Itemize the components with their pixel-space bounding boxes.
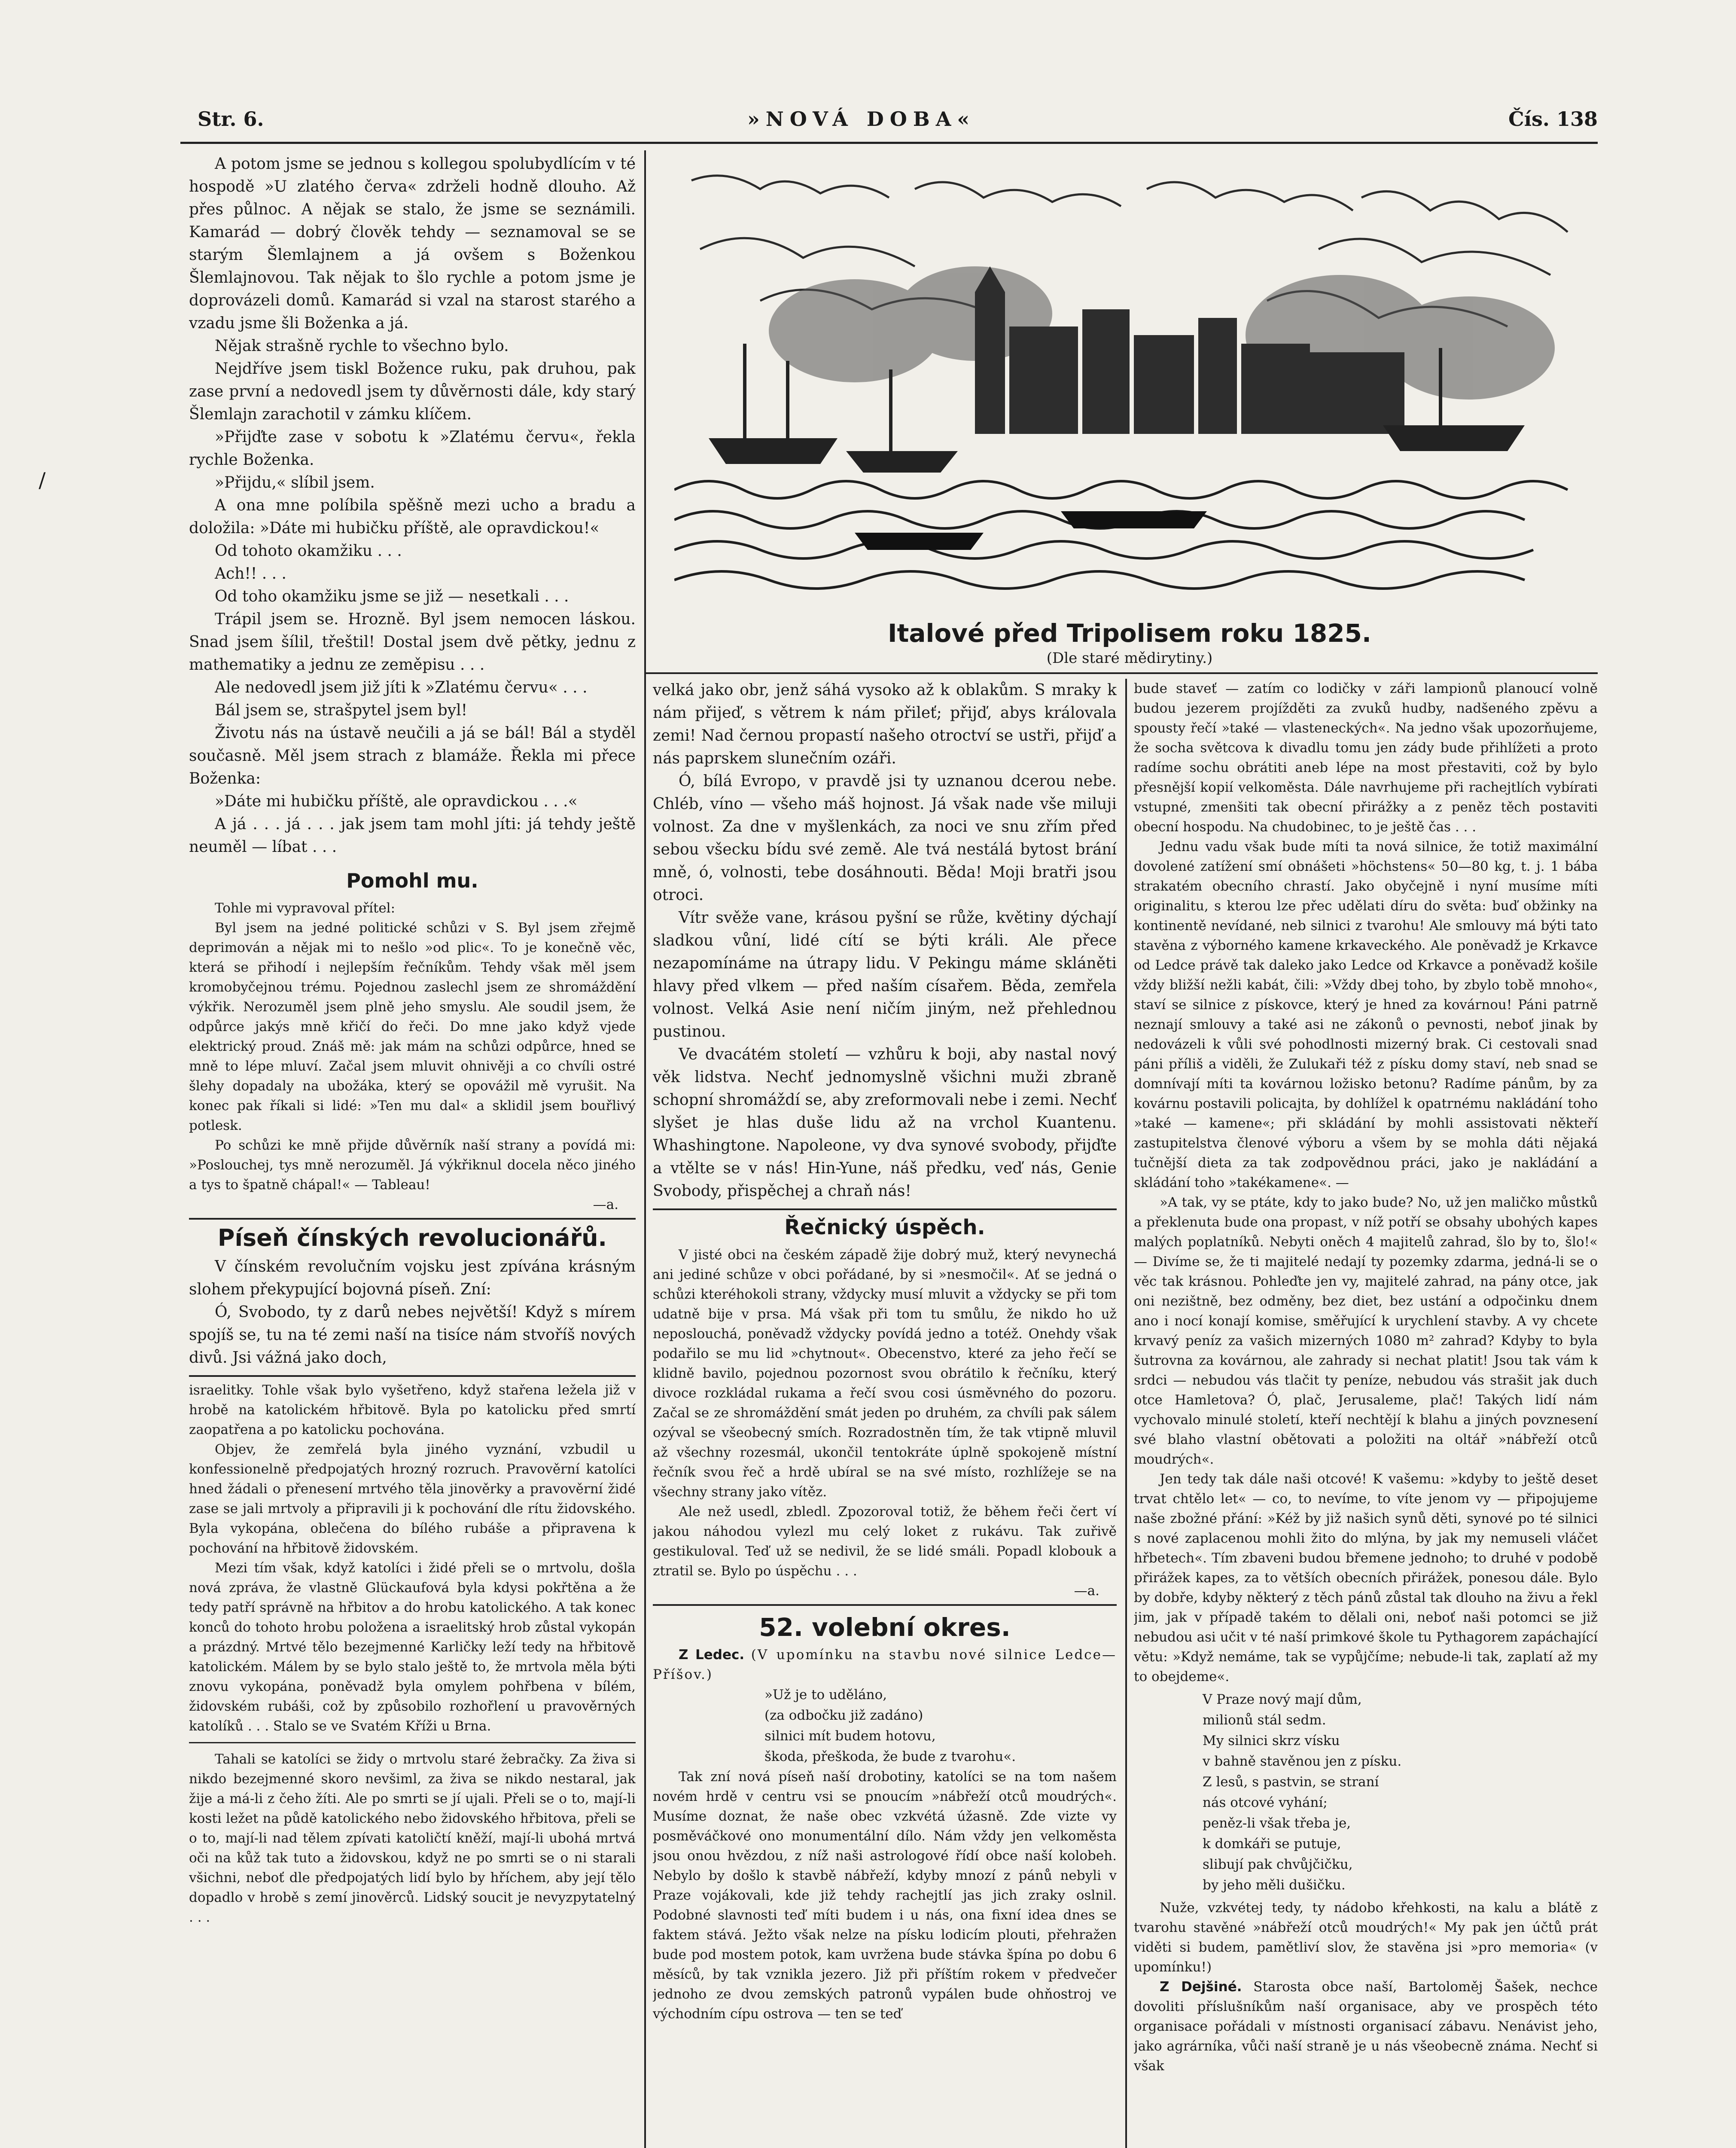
page-number: Str. 6. — [198, 107, 264, 131]
recnicky-heading: Řečnický úspěch. — [784, 1215, 985, 1239]
section-rule — [189, 1742, 636, 1743]
section-rule — [653, 1604, 1117, 1606]
story-paragraph: Ale nedovedl jsem již jíti k »Zlatému červu« . . . — [215, 679, 588, 696]
ledec-lead-rest: (V upomínku na stavbu nové silnice Ledce—Příšov.) — [653, 1647, 1117, 1682]
article-paragraph: Tohle mi vypravoval přítel: — [215, 900, 396, 916]
story-paragraph: Od tohoto okamžiku . . . — [215, 542, 402, 560]
ledec-lead: Z Ledec. — [679, 1647, 745, 1663]
article-paragraph: Ó, Svobodo, ty z darů nebes největší! Když s mírem spojíš se, tu na té zemi naší na tisíce nám stvoříš nových divů. Jsi vážná jako doch, — [189, 1303, 636, 1367]
pisen-heading: Píseň čínských revolucionářů. — [217, 1224, 607, 1251]
ledec-poem-line: »Už je to uděláno, — [764, 1687, 887, 1703]
story-paragraph: A potom jsme se jednou s kollegou spolubydlícím v té hospodě »U zlatého červa« zdrželi hodně dlouho. Až přes půlnoc. A nějak se stalo, že jsme se seznámili. Kamarád — dobrý člověk tehdy — seznamoval se se starým Šlemlajnem a já ovšem s Boženkou Šlemlajnovou. Tak nějak to šlo rychle a potom jsme je doprovázeli domů. Kamarád si vzal na starost starého a vzadu jsme šli Boženka a já. — [189, 155, 636, 332]
story-paragraph: Bál jsem se, strašpytel jsem byl! — [215, 702, 468, 719]
article-paragraph: israelitky. Tohle však bylo vyšetřeno, když stařena ležela již v hrobě na katolickém hřbitově. Byla po katolicku před smrtí zaopatřena a po katolicku pochována. — [189, 1382, 636, 1437]
volebni-article — [653, 1645, 1117, 2024]
section-rule — [189, 1375, 636, 1377]
article-paragraph: Ale než usedl, zbledl. Zpozoroval totiž, že během řeči čert ví jakou náhodou vylezl mu celý loket z rukávu. Tak zuřivě gestikuloval. Teď už se nedivil, že se lidé smáli. Popadl klobouk a ztratil se. Bylo po úspěchu . . . — [653, 1504, 1117, 1579]
illustration-credit: (Dle staré mědirytiny.) — [1046, 650, 1213, 667]
middle-column — [653, 679, 1117, 2148]
story-paragraph: »Přijďte zase v sobotu k »Zlatému červu«, řekla rychle Boženka. — [189, 428, 636, 469]
article-signature: —a. — [1074, 1583, 1099, 1599]
ledec-poem-line: silnici mít budem hotovu, — [764, 1728, 936, 1744]
story-paragraph: Od toho okamžiku jsme se již — nesetkali . . . — [215, 588, 569, 605]
poem-line: V Praze nový mají dům, — [1203, 1692, 1362, 1707]
poem-line: v bahně stavěnou jen z písku. — [1203, 1754, 1402, 1769]
story-paragraph: Životu nás na ústavě neučili a já se bál! Bál a styděl současně. Měl jsem strach z blamáže. Řekla mi přece Boženka: — [189, 724, 636, 787]
story-paragraph: Nejdříve jsem tiskl Božence ruku, pak druhou, pak zase první a nedovedl jsem ty důvěrnosti dále, kdy starý Šlemlajn zarachotil v zámku klíčem. — [189, 360, 636, 423]
article-paragraph: V jisté obci na českém západě žije dobrý muž, který nevynechá ani jediné schůze v obci pořádané, by si »nesmočil«. Ať se jedná o schůzi kteréhokoli strany, vždycky musí mluvit a vždycky se při tom udatně bije v prsa. Má však při tom tu smůlu, že nikdo ho už neposlouchá, poněvadž vždycky povídá jedno a totéž. Onehdy však podařilo se mu lid »chytnout«. Obecenstvo, které za jeho řečí se klidně bavilo, pojednou pozornost svou obrátilo k řečníku, který divoce rozkládal rukama a řečí svou cosi úsměvného do pozoru. Začal se ze shromáždění smát jeden po druhém, za chvíli pak sálem ozýval se všeobecný smích. Rozradostněn tím, že tak vtipně mluvil až všechny rozesmál, ukončil tentokráte úplně spokojeně místní řečník svou řeč a hrdě ubíral se na své místo, rozhlížeje se na všechny strany jako vítěz. — [653, 1247, 1117, 1500]
column-divider-left — [644, 150, 646, 2148]
article-paragraph: Tahali se katolíci se židy o mrtvolu staré žebračky. Za živa si nikdo bezejmenné skoro nevšiml, za živa se nikdo nestaral, jak žije a má-li z čeho žíti. Ale po smrti se jí ujali. Přeli se o to, mají-li kosti ležet na půdě katolického nebo židovského hřbitova, přeli se o to, mají-li nad tělem zpívati katoličtí kněží, mají-li ubohá mrtvá oči na kůž tak tuto a židovskou, když ne po smrti se o ni starali všichni, neboť dle předpojatých lidí bylo by hříchem, aby její tělo dopadlo v hrobě s zemí jinověrců. Lidský soucit je nevyzpytatelný . . . — [189, 1751, 636, 1925]
article-paragraph: Po schůzi ke mně přijde důvěrník naší strany a povídá mi: »Poslouchej, tys mně nerozuměl. Já výkřiknul docela něco jiného a tys to špatně chápal!« — Tableau! — [189, 1138, 636, 1193]
pomohl-article — [189, 898, 636, 1214]
article-paragraph: bude staveť — zatím co lodičky v záři lampionů planoucí volně budou jezerem projížděti za zvuků hudby, nadšeného zpěvu a spousty řečí »také — vlasteneckých«. Na jedno však upozorňujeme, že socha světcova k divadlu tomu jen zády bude přihlížeti a proto radíme sochu obrátiti aneb lépe na most přestaviti, což by bylo přesnější kopií velkoměsta. Dále navrhujeme při rachejtlích vybírati vstupné, zmenšiti tak obecní přirážky a z peněz těch postaviti obecní hospodu. Na chudobinec, to je ještě čas . . . — [1134, 681, 1598, 835]
article-paragraph: »A tak, vy se ptáte, kdy to jako bude? No, už jen maličko můstků a překlenuta bude ona propast, v níž potří se obsahy ubohých kapes malých poplatníků. Nebyti oněch 4 majitelů zahrad, šlo by to, šlo!« — Divíme se, že ti majitelé nedají ty pozemky zdarma, jedná-li se o věc tak krásnou. Pohleďte jen vy, majitelé zahrad, na pány otce, jak oni nezištně, bez odměny, bez diet, bez ustání a odpočinku dnem ano i nocí konají komise, směřující k urychlení stavby. A vy chcete krvavý peníz za vašich mizerných 1080 m² zahrad? Kdyby to byla šutrovna za kovárnou, ale zahrady si nechat platit! Jsou tak vám k srdci — nebudou vás tlačit ty peníze, nebudou vás strašit jak duch otce Hamletova? Ó, plač, Jerusaleme, plač! Takých lidí nám vychovalo minulé století, kteří nechtějí k blahu a jiných povznesení své blaho vlastní obětovati a položiti na oltář »nábřeží otců moudrých«. — [1134, 1195, 1598, 1467]
poem-paragraph: Vítr svěže vane, krásou pyšní se růže, květiny dýchají sladkou vůní, lidé cítí se býti králi. Ale přece nezapomínáme na útrapy lidu. V Pekingu máme skláněti hlavy před vlkem — před naším císařem. Běda, zemřela volnost. Velká Asie není ničím jiným, než přehlednou pustinou. — [653, 909, 1117, 1040]
poem-line: Z lesů, s pastvin, se straní — [1203, 1774, 1379, 1790]
article-paragraph: Byl jsem na jedné politické schůzi v S. Byl jsem zřejmě deprimován a nějak mi to nešlo »od plic«. To je konečně věc, která se přihodí i nejlepším řečníkům. Tehdy však měl jsem kromobyčejnou trému. Pojednou zaslechl jsem ze shromáždění výkřik. Nerozuměl jsem plně jeho smyslu. Ale soudil jsem, že odpůrce jakýs mně křičí do řeči. Do mne jako když vjede elektrický proud. Znáš mě: jak mám na schůzi odpůrce, hned se mně to lépe mluví. Začal jsem mluvit ohnivěji a co chvíli ostré šlehy dopadaly na ubožáka, který se opovážil mě vyrušit. Na konec pak říkali si lidé: »Ten mu dal« a sklidil jsem bouřlivý potlesk. — [189, 920, 636, 1133]
article-paragraph: Jednu vadu však bude míti ta nová silnice, že totiž maximální dovolené zatížení smí obnášeti »höchstens« 50—80 kg, t. j. 1 bába strakatém obecního chrastí. Jako obyčejně i nyní musíme míti originalitu, s kterou lze přec udělati díru do světa: buď obžinky na kontinentě nevídané, neb silnici z tvarohu! Ale smlouvy má býti tato stavěna z výborného kamene krkaveckého. Ale poněvadž je Krkavce od Ledce právě tak daleko jako Ledce od Krkavce a poněvadž košile vždy bližší nežli kabát, čili: »Vždy dbej toho, by zbylo tobě mnoho«, staví se silnice z pískovce, který je hned za kovárnou! Páni patrně neznají smlouvy a také asi ne zákonů o pevnosti, neboť jinak by nedovázeli k vůli své pohodlnosti mizerný brak. Ci cestovali snad páni příliš a viděli, že Zulukaři též z písku domy staví, neb snad se domnívají míti ta kovárnou ložisko betonu? Radíme pánům, by za kovárnu postavili policajta, by dohlížel k opatrnému nakládání toho »také — kamene«; při skládání by mohli assistovati někteří zastupitelstva členové výboru a všem by se mohla dáti nějaká tučnější dieta za tak zodpovědnou práci, jako je nakládání a skládání toho »takékamene«. — — [1134, 839, 1598, 1190]
article-paragraph: Nuže, vzkvétej tedy, ty nádobo křehkosti, na kalu a blátě z tvarohu stavěné »nábřeží otců moudrých!« My pak jen účtů prát viděti si budem, pamětliví slov, že stavěna jsi »pro memoria« (v upomínku!) — [1134, 1900, 1598, 1975]
story-paragraph: Trápil jsem se. Hrozně. Byl jsem nemocen láskou. Snad jsem šílil, třeštil! Dostal jsem dvě pětky, jednu z mathematiky a jednu ze zeměpisu . . . — [189, 610, 636, 674]
poem-line: by jeho měli dušičku. — [1203, 1877, 1346, 1893]
recnicky-article — [653, 1245, 1117, 1601]
header-rule — [180, 142, 1598, 144]
margin-mark: / — [39, 468, 46, 492]
article-paragraph: Objev, že zemřelá byla jiného vyznání, vzbudil u konfessionelně předpojatých hrozný rozruch. Pravověrní katolíci hned žádali o přenesení mrtvého těla jinověrky a pravověrní židé zase se jali mrtvoly a připravili ji k pochování dle rítu židovského. Byla vykopána, oblečena do bílého rubáše a připravena k pochování na hřbitově židovském. — [189, 1442, 636, 1556]
right-column — [1134, 679, 1598, 2148]
poem-line: slibují pak chvůjčičku, — [1203, 1857, 1353, 1872]
article-paragraph: Jen tedy tak dále naši otcové! K vašemu: »kdyby to ještě deset trvat chtělo let« — co, to nevíme, to víte jenom vy — připojujeme naše zbožné přání: »Kéž by již našich synů děti, synové po té silnici s nové zaplacenou mohli žito do mlýna, by jak my nemuseli vláčet hřbetech«. Tím zbaveni budou břemene jednoho; to druhé v podobě přirážek kapes, za to větších obecních přirážek, ponesou dále. Bylo by dobře, kdyby některý z těch pánů zůstal tak dlouho na živu a řekl jim, jak v případě takém to dělali oni, neboť naši potomci se již nebudou asi učit v té naší primkové škole tu Pythagorem zapáchající větu: »Když nemáme, tak se vypůjčíme; nebude-li tak, zaplatí až my to obejdeme«. — [1134, 1471, 1598, 1684]
page-header — [180, 99, 1598, 137]
story-paragraph: A já . . . já . . . jak jsem tam mohl jíti: já tehdy ještě neuměl — líbat . . . — [189, 815, 636, 856]
left-column — [189, 153, 636, 2148]
ledec-poem-line: (za odbočku již zadáno) — [764, 1708, 923, 1723]
illustration-rule — [644, 672, 1598, 674]
story-paragraph: »Přijdu,« slíbil jsem. — [215, 474, 375, 491]
right-poem — [1134, 1689, 1598, 1895]
rowing-boats — [855, 511, 1207, 550]
article-paragraph: Mezi tím však, když katolíci i židé přeli se o mrtvolu, došla nová zpráva, že vlastně Glückaufová byla kdysi pokřtěna a že tedy patří správně na hřbitov a do hrobu katolického. A tak konec konců do tohoto hrobu položena a israelitský hrob zůstal vykopán a prázdný. Mrtvé tělo bezejmenné Karličky leží tedy na hřbitově katolickém. Málem by se bylo stalo ještě to, že mrtvola měla býti znovu vykopána, poněvadž byla omylem pohřbena v bílém, židovském rubáši, což by způsobilo rozhořlení u pravověrných katolíků . . . Stalo se ve Svatém Kříži u Brna. — [189, 1560, 636, 1734]
poem-paragraph: Ó, bílá Evropo, v pravdě jsi ty uznanou dcerou nebe. Chléb, víno — všeho máš hojnost. Já však nade vše miluji volnost. Za dne v myšlenkách, za noci ve snu zřím před sebou všecku bídu své země. Ale tvá nestálá bytost brání mně, ó, volnosti, tebe dosáhnouti. Běda! Moji bratři jsou otroci. — [653, 772, 1117, 904]
poem-line: My silnici skrz vísku — [1203, 1733, 1340, 1748]
judaism-article — [189, 1380, 636, 1927]
volebni-heading: 52. volební okres. — [759, 1613, 1011, 1642]
masthead-title: »NOVÁ DOBA« — [747, 107, 976, 131]
illustration-caption: Italové před Tripolisem roku 1825. — [888, 619, 1371, 648]
story-text — [189, 153, 636, 858]
dejsine-paragraph — [1134, 1977, 1598, 2076]
poem-line: peněz-li však třeba je, — [1203, 1815, 1351, 1831]
story-paragraph: »Dáte mi hubičku příště, ale opravdickou . . .« — [215, 793, 578, 810]
dejsine-text: Starosta obce naší, Bartoloměj Šašek, nechce dovoliti příslušníkům naší organisace, aby ve prospěch této organisace pořádali v místnosti organisací zábavu. Nenávist jeho, jako agrárníka, vůči naší straně je u nás všeobecně známa. Nechť si však — [1134, 1979, 1598, 2074]
pomohl-heading: Pomohl mu. — [346, 869, 478, 892]
ledec-poem-line: škoda, přeškoda, že bude z tvarohu«. — [764, 1749, 1016, 1764]
article-paragraph: Tak zní nová píseň naší drobotiny, katolíci se na tom našem novém hrdě v centru vsi se pnoucím »nábřeží otců moudrých«. Musíme doznat, že naše obec vzkvétá úžasně. Zde vizte vy posměváčkové ono monumentální dílo. Nám vždy jen velkoměsta jsou onou hvězdou, z níž naši astrologové řídí obce naší kolobeh. Nebylo by došlo k stavbě nábřeží, kdyby mnozí z pánů nebyli v Praze vojákovali, kde již tehdy rachejtlí jas jich zraky oslnil. Podobné slavnosti teď míti budem i u nás, ona fixní idea dnes se faktem stává. Ježto však nelze na písku lodicím plouti, přehražen bude pod mostem potok, kam uvržena bude stávka špína po dobu 6 měsíců, by tak vznikla jezero. Již při příštím rokem v předvečer jednoho ze dvou zemských patronů vypálen bude ohňostroj ve východním cípu ostrova — ten se teď — [653, 1769, 1117, 2022]
story-paragraph: Nějak strašně rychle to všechno bylo. — [215, 337, 509, 355]
engraving-illustration — [674, 163, 1585, 610]
story-paragraph: A ona mne políbila spěšně mezi ucho a bradu a doložila: »Dáte mi hubičku příště, ale opravdickou!« — [189, 497, 636, 537]
poem-paragraph: velká jako obr, jenž sáhá vysoko až k oblakům. S mraky k nám přijeď, s větrem k nám přileť; přijď, abys královala zemi! Nad černou propastí našeho otroctví se ustři, přijď a nás paprskem slunečním ozáři. — [653, 681, 1117, 767]
poem-paragraph: Ve dvacátém století — vzhůru k boji, aby nastal nový věk lidstva. Nechť jednomyslně všichni muži zbraně schopní shromáždí se, aby zreformovali nebe i zemi. Nechť slyšet je hlas duše lidu až na vrchol Kuantenu. Whashingtone. Napoleone, vy dva synové svobody, přijďte a vtělte se v nás! Hin-Yune, náš předku, veď nás, Genie Svobody, přispěchej a chraň nás! — [653, 1046, 1117, 1200]
ledec-lead-paragraph — [653, 1645, 1117, 1684]
article-signature: —a. — [593, 1197, 618, 1212]
dejsine-lead: Z Dejšiné. — [1160, 1979, 1242, 1995]
article-paragraph: V čínském revolučním vojsku jest zpívána krásným slohem překypující bojovná píseň. Zní: — [189, 1258, 636, 1298]
story-paragraph: Ach!! . . . — [215, 565, 286, 583]
section-rule — [189, 1218, 636, 1220]
poem-line: k domkáři se putuje, — [1203, 1836, 1341, 1852]
section-rule — [653, 1208, 1117, 1210]
issue-number: Čís. 138 — [1508, 107, 1598, 131]
poem-line: nás otcové vyhání; — [1203, 1795, 1328, 1810]
sea-waves — [674, 481, 1568, 589]
column-divider-right — [1125, 679, 1127, 2148]
poem-line: milionů stál sedm. — [1203, 1712, 1326, 1728]
